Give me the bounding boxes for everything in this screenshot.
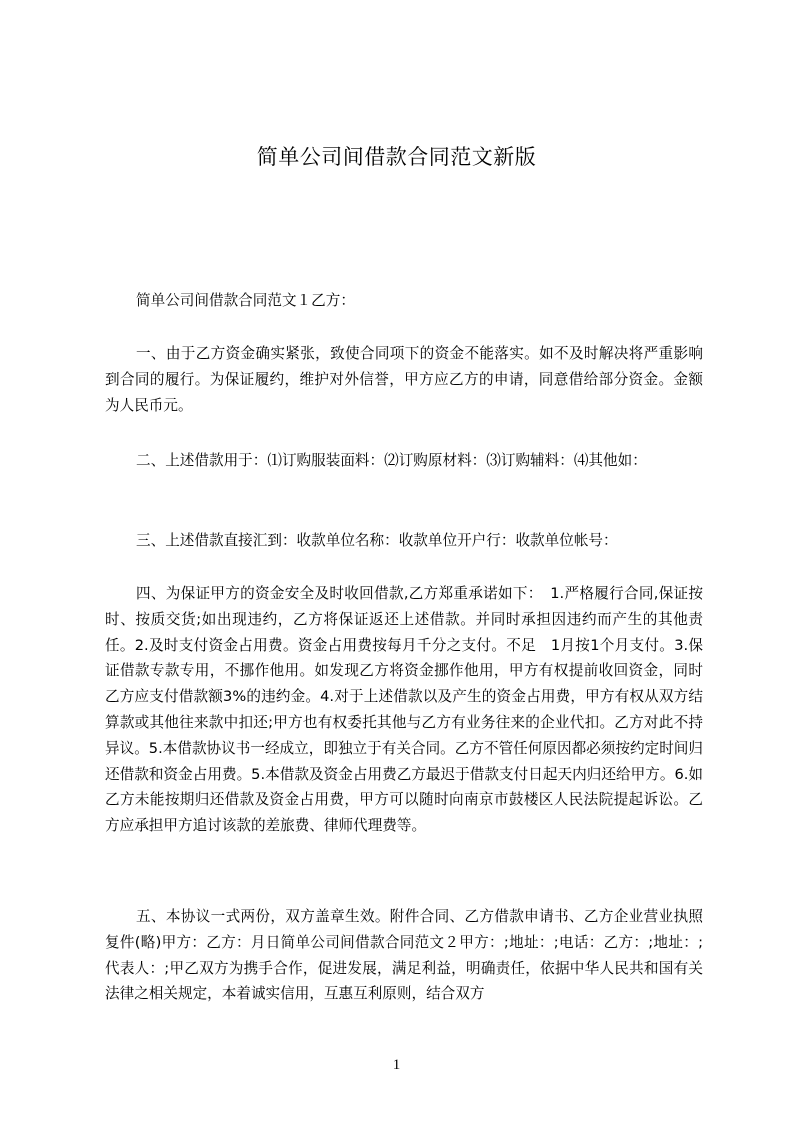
page-number: 1 [392, 1057, 401, 1073]
paragraph-clause-3: 三、上述借款直接汇到：收款单位名称：收款单位开户行：收款单位帐号： [136, 532, 618, 549]
paragraph-intro: 简单公司间借款合同范文１乙方： [136, 292, 355, 309]
paragraph-clause-5: 五、本协议一式两份，双方盖章生效。附件合同、乙方借款申请书、乙方企业营业执照复件(略)甲方：乙方：月日简单公司间借款合同范文２甲方：;地址：;电话：乙方：;地址：;代表人：;甲乙双方为携手合作，促进发展，满足利益，明确责任，依据中华人民共和国有关法律之相关规定，本着诚实信用，互惠互利原则，结合双方 [105, 908, 703, 1003]
paragraph-clause-4: 四、为保证甲方的资金安全及时收回借款,乙方郑重承诺如下： 1.严格履行合同,保证按时、按质交货;如出现违约，乙方将保证返还上述借款。并同时承担因违约而产生的其他责任。2.及时支付资金占用费。资金占用费按每月千分之支付。不足 1月按1个月支付。3.保证借款专款专用，不挪作他用。如发现乙方将资金挪作他用，甲方有权提前收回资金，同时乙方应支付借款额3%的违约金。4.对于上述借款以及产生的资金占用费，甲方有权从双方结算款或其他往来款中扣还;甲方也有权委托其他与乙方有业务往来的企业代扣。乙方对此不持异议。5.本借款协议书一经成立，即独立于有关合同。乙方不管任何原因都必须按约定时间归还借款和资金占用费。5.本借款及资金占用费乙方最迟于借款支付日起天内归还给甲方。6.如乙方未能按期归还借款及资金占用费，甲方可以随时向南京市鼓楼区人民法院提起诉讼。乙方应承担甲方追讨该款的差旅费、律师代理费等。 [105, 585, 703, 835]
paragraph-clause-1: 一、由于乙方资金确实紧张，致使合同项下的资金不能落实。如不及时解决将严重影响到合同的履行。为保证履约，维护对外信誉，甲方应乙方的申请，同意借给部分资金。金额为人民币元。 [105, 345, 703, 414]
paragraph-clause-2: 二、上述借款用于：⑴订购服装面料：⑵订购原材料：⑶订购辅料：⑷其他如： [136, 452, 647, 469]
document-title: 简单公司间借款合同范文新版 [256, 145, 537, 169]
